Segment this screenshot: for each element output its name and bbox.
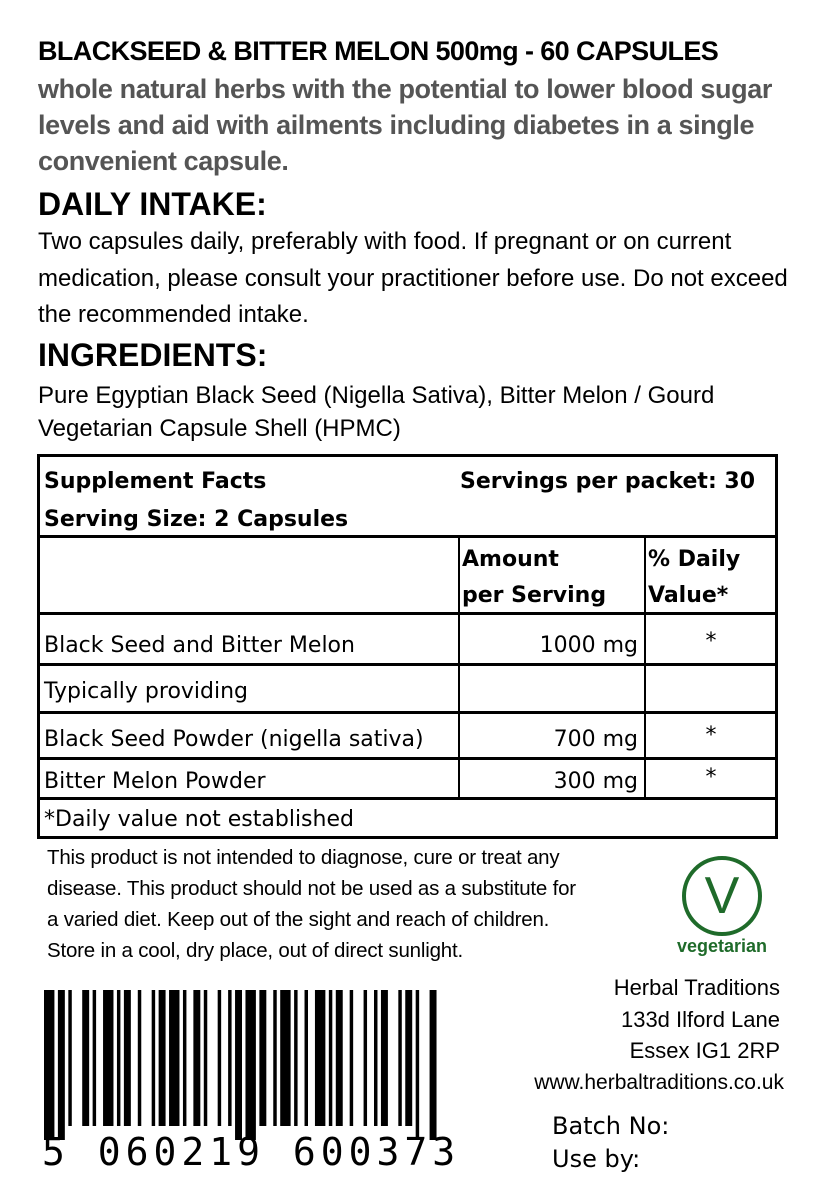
product-subtitle: whole natural herbs with the potential to lower blood sugar levels and aid with ailments including diabetes in a single convenient capsule.: [38, 74, 772, 176]
table-column-divider: [458, 537, 460, 799]
batch-number-label: Batch No:: [552, 1112, 670, 1140]
table-row-dv: *: [705, 765, 717, 790]
table-row-amount: 300 mg: [553, 769, 638, 794]
servings-per-packet: Servings per packet: 30: [460, 469, 756, 494]
table-column-divider: [644, 537, 646, 799]
amount-header: Amount: [462, 547, 559, 572]
barcode-bar: [93, 990, 96, 1126]
disclaimer-line: a varied diet. Keep out of the sight and reach of children.: [47, 908, 550, 931]
table-row-amount: 700 mg: [553, 727, 638, 752]
amount-header-line2: per Serving: [462, 583, 607, 608]
daily-intake-heading: DAILY INTAKE:: [38, 186, 267, 222]
company-city: Essex IG1 2RP: [629, 1038, 780, 1063]
barcode-icon: [44, 990, 440, 1140]
table-row-name: Bitter Melon Powder: [44, 769, 266, 794]
disclaimer-line: Store in a cool, dry place, out of direct sunlight.: [47, 939, 463, 962]
barcode-bar: [169, 990, 179, 1126]
table-divider: [40, 711, 775, 714]
ingredients-line-1: Pure Egyptian Black Seed (Nigella Sativa), Bitter Melon / Gourd: [38, 382, 715, 409]
barcode-bar: [280, 990, 290, 1126]
barcode-bar: [235, 990, 242, 1140]
table-row-dv: *: [705, 723, 717, 748]
table-divider: [40, 612, 775, 615]
barcode-bar: [68, 990, 71, 1126]
table-row-amount: 1000 mg: [539, 633, 638, 658]
barcode-bar: [82, 990, 89, 1126]
use-by-label: Use by:: [552, 1145, 641, 1173]
barcode-bar: [218, 990, 221, 1126]
barcode-bar: [193, 990, 200, 1126]
vegetarian-label: vegetarian: [676, 936, 768, 956]
barcode-bar: [398, 990, 401, 1126]
barcode-bar: [138, 990, 141, 1126]
barcode-bar: [259, 990, 266, 1126]
barcode-bar: [350, 990, 353, 1126]
disclaimer-line: This product is not intended to diagnose, cure or treat any: [47, 846, 560, 869]
ingredients-heading: INGREDIENTS:: [38, 337, 268, 373]
disclaimer-line: disease. This product should not be used as a substitute for: [47, 877, 576, 900]
barcode-bar: [416, 990, 419, 1140]
barcode-bar: [381, 990, 388, 1126]
barcode-number: 5 060219 600373: [42, 1130, 461, 1174]
company-website: www.herbaltraditions.co.uk: [534, 1070, 784, 1094]
barcode-bar: [245, 990, 255, 1140]
table-row-name: Black Seed and Bitter Melon: [44, 633, 355, 658]
table-row-name: Typically providing: [44, 679, 249, 704]
daily-value-header-line2: Value*: [648, 583, 729, 608]
company-name: Herbal Traditions: [613, 975, 780, 1000]
company-address: [460, 972, 784, 1098]
table-divider: [40, 797, 775, 800]
disclaimer: [47, 842, 677, 966]
barcode-bar: [374, 990, 377, 1126]
barcode-bar: [183, 990, 186, 1126]
barcode-bar: [159, 990, 166, 1126]
barcode-bar: [430, 990, 437, 1140]
barcode-bar: [364, 990, 367, 1126]
daily-value-header: % Daily: [648, 547, 741, 572]
barcode-bar: [405, 990, 412, 1126]
product-title: BLACKSEED & BITTER MELON 500mg - 60 CAPSULES: [38, 36, 719, 66]
barcode-bar: [228, 990, 231, 1126]
daily-intake-text: Two capsules daily, preferably with food. If pregnant or on current medication, please consult your practitioner before use. Do not exceed the recommended intake.: [38, 228, 788, 328]
table-row-dv: *: [705, 629, 717, 654]
barcode-bar: [117, 990, 120, 1126]
facts-title: Supplement Facts: [44, 469, 267, 494]
barcode-bar: [336, 990, 343, 1126]
barcode-bar: [305, 990, 308, 1126]
ingredients-line-2: Vegetarian Capsule Shell (HPMC): [38, 415, 401, 442]
barcode-bar: [315, 990, 325, 1126]
batch-info: [552, 1110, 669, 1176]
table-row-name: Black Seed Powder (nigella sativa): [44, 727, 424, 752]
barcode-bar: [273, 990, 276, 1126]
table-divider: [40, 535, 775, 538]
barcode-bar: [152, 990, 155, 1126]
serving-size: Serving Size: 2 Capsules: [44, 507, 349, 532]
barcode-bar: [44, 990, 54, 1140]
facts-footnote: *Daily value not established: [44, 807, 354, 832]
barcode-bar: [294, 990, 297, 1126]
vegetarian-logo: [676, 856, 776, 961]
barcode-bar: [124, 990, 131, 1126]
barcode-bar: [103, 990, 113, 1126]
vegetarian-v-icon: V: [704, 867, 740, 925]
company-street: 133d Ilford Lane: [620, 1006, 780, 1032]
supplement-facts-table: [37, 454, 778, 839]
barcode-bar: [58, 990, 65, 1140]
table-divider: [40, 663, 775, 666]
table-divider: [40, 757, 775, 760]
barcode-bar: [204, 990, 207, 1126]
barcode-bar: [329, 990, 332, 1126]
